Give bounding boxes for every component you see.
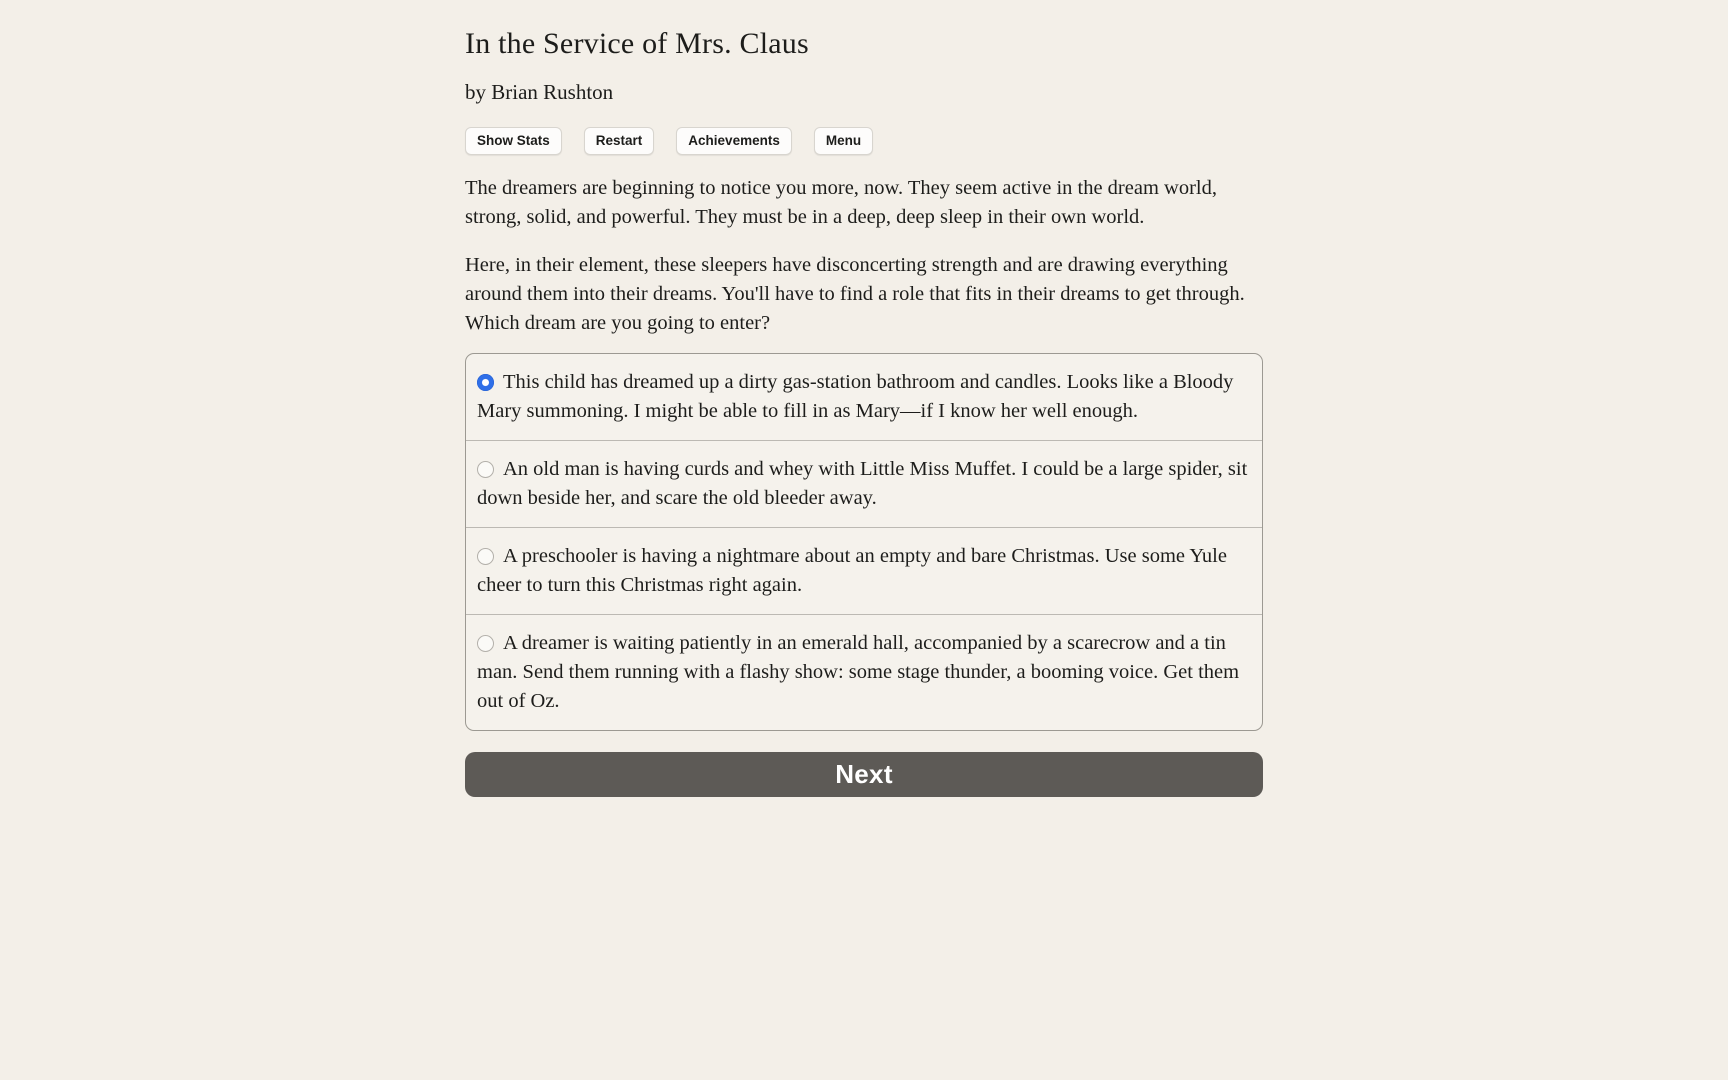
radio-button-icon[interactable] <box>477 374 494 391</box>
author-line: by Brian Rushton <box>465 80 614 104</box>
story-paragraph: Here, in their element, these sleepers have disconcerting strength and are drawing everything around them into their dreams. You'll have to find a role that fits in their dreams to get through. Which dream are you going to enter? <box>465 254 1245 334</box>
choice-label[interactable]: A preschooler is having a nightmare about an empty and bare Christmas. Use some Yule cheer to turn this Christmas right again. <box>477 545 1227 596</box>
radio-button-icon[interactable] <box>477 548 494 565</box>
story-text <box>465 174 1263 338</box>
choice-list <box>465 353 1263 731</box>
choice-option[interactable] <box>466 614 1262 730</box>
achievements-button[interactable]: Achievements <box>676 127 792 155</box>
choice-option[interactable] <box>466 354 1262 440</box>
radio-button-icon[interactable] <box>477 461 494 478</box>
story-column <box>465 0 1263 797</box>
choice-label[interactable]: A dreamer is waiting patiently in an emerald hall, accompanied by a scarecrow and a tin man. Send them running with a flashy show: some stage thunder, a booming voice. Get them out of Oz. <box>477 632 1240 712</box>
choice-option[interactable] <box>466 440 1262 527</box>
choice-label[interactable]: An old man is having curds and whey with Little Miss Muffet. I could be a large spider, sit down beside her, and scare the old bleeder away. <box>477 458 1248 509</box>
restart-button[interactable]: Restart <box>584 127 655 155</box>
game-title: In the Service of Mrs. Claus <box>465 27 809 60</box>
show-stats-button[interactable]: Show Stats <box>465 127 562 155</box>
choice-option[interactable] <box>466 527 1262 614</box>
story-paragraph: The dreamers are beginning to notice you more, now. They seem active in the dream world, strong, solid, and powerful. They must be in a deep, deep sleep in their own world. <box>465 177 1217 228</box>
next-button[interactable]: Next <box>465 752 1263 797</box>
choice-label[interactable]: This child has dreamed up a dirty gas-station bathroom and candles. Looks like a Bloody Mary summoning. I might be able to fill in as Mary—if I know her well enough. <box>477 371 1234 422</box>
menu-button[interactable]: Menu <box>814 127 873 155</box>
radio-button-icon[interactable] <box>477 635 494 652</box>
toolbar <box>465 127 1263 155</box>
